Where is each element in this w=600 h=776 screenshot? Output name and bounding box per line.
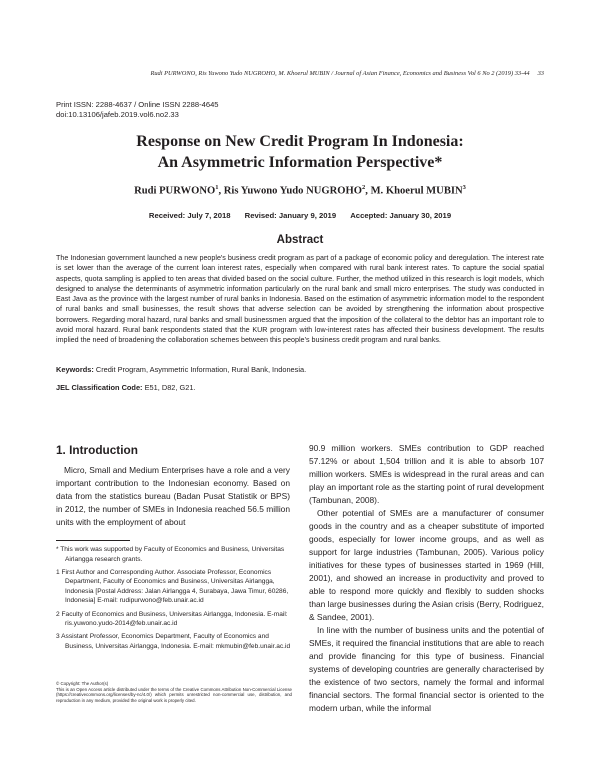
intro-paragraph-2: Other potential of SMEs are a manufacturer of consumer goods in the country and as a cheaper substitute of imported goods, especially for lower income groups, and as well as support for large industries (Tambunan, 2005). Various policy initiatives for these types of businesses started in 1969 (Hill, 2001), and showed an increase in productivity and proved to able to respond more quickly and flexibly to sudden shocks than large businesses during the Asian crisis (Berry, Rodriguez, & Sandee, 2001). bbox=[309, 508, 544, 622]
author-affiliation-1: 1 bbox=[215, 184, 219, 191]
author-name-3: M. Khoerul MUBIN bbox=[370, 185, 463, 197]
date-revised: Revised: January 9, 2019 bbox=[244, 211, 337, 220]
issn-block bbox=[56, 100, 219, 120]
keywords-value: Credit Program, Asymmetric Information, Rural Bank, Indonesia. bbox=[95, 365, 307, 374]
date-received: Received: July 7, 2018 bbox=[148, 211, 231, 220]
paper-title-line-1: Response on New Credit Program In Indonesia: bbox=[136, 133, 464, 150]
footnote-author-2: 2 Faculty of Economics and Business, Universitas Airlangga, Indonesia. E-mail: ris.yuwono.yudo-2014@feb.unair.ac.id bbox=[56, 610, 288, 628]
doi-line[interactable]: doi:10.13106/jafeb.2019.vol6.no2.33 bbox=[56, 110, 179, 119]
date-accepted: Accepted: January 30, 2019 bbox=[350, 211, 452, 220]
keywords-label: Keywords: bbox=[56, 365, 94, 374]
author-affiliation-3: 3 bbox=[462, 184, 466, 191]
footnote-funding: * This work was supported by Faculty of Economics and Business, Universitas Airlangga research grants. bbox=[56, 546, 285, 563]
license-text: This is an Open Access article distributed under the terms of the Creative Commons Attribution Non-Commercial License (https://creativecommons.org/licenses/by-nc/4.0/) which permits unrestricted non-commercial use, distribution, and reproduction in any medium, provided the original work is properly cited. bbox=[56, 686, 292, 703]
running-header-citation: Rudi PURWONO, Ris Yuwono Yudo NUGROHO, M. Khoerul MUBIN / Journal of Asian Finance, Economics and Business Vol 6 No 2 (2019) 33-44 bbox=[150, 70, 530, 77]
copyright-notice bbox=[56, 681, 292, 703]
paper-title bbox=[40, 131, 560, 173]
intro-paragraph-continued: 90.9 million workers. SMEs contribution to GDP reached 57.12% or about 1,504 trillion and it is able to absorb 107 million workers. SMEs is widespread in the rural areas and can play an important role as the starting point of rural development (Tambunan, 2008). bbox=[309, 443, 544, 505]
running-header bbox=[40, 70, 544, 77]
submission-dates bbox=[40, 211, 560, 220]
jel-label: JEL Classification Code: bbox=[56, 383, 143, 392]
jel-classification bbox=[56, 383, 544, 393]
intro-left-column bbox=[56, 464, 290, 529]
footnotes bbox=[56, 545, 292, 655]
author-separator: , bbox=[365, 185, 371, 197]
issn-line: Print ISSN: 2288-4637 / Online ISSN 2288-4645 bbox=[56, 100, 219, 109]
keywords bbox=[56, 365, 544, 375]
author-list bbox=[40, 184, 560, 197]
intro-paragraph-3: In line with the number of business units and the potential of SMEs, it required the financial institutions that are able to reach and provide financing for this type of business. Financial systems of developing countries are generally characterised by the existence of two sectors, namely the formal and informal financial sectors. The formal financial sector is oriented to the modern urban, while the informal bbox=[309, 625, 544, 713]
author-affiliation-2: 2 bbox=[362, 184, 366, 191]
page-number: 33 bbox=[537, 70, 544, 77]
intro-right-column bbox=[309, 442, 544, 715]
author-name-2: Ris Yuwono Yudo NUGROHO bbox=[223, 185, 363, 197]
abstract-heading: Abstract bbox=[276, 234, 324, 246]
footnote-divider bbox=[56, 540, 130, 541]
jel-value: E51, D82, G21. bbox=[144, 383, 196, 392]
copyright-line: © Copyright: The Author(s) bbox=[56, 681, 109, 686]
section-heading-introduction: 1. Introduction bbox=[56, 443, 138, 457]
author-name-1: Rudi PURWONO bbox=[134, 185, 216, 197]
footnote-author-3: 3 Assistant Professor, Economics Department, Faculty of Economics and Business, Universitas Airlangga, Indonesia. E-mail: mkmubin@feb.unair.ac.id bbox=[56, 633, 291, 650]
intro-paragraph-1: Micro, Small and Medium Enterprises have a role and a very important contribution to the Indonesian economy. Based on data from the statistics bureau (Badan Pusat Statistik or BPS) in 2012, the number of SMEs in Indonesia reached 56.5 million units with the employment of about bbox=[56, 465, 290, 527]
footnote-author-1: 1 First Author and Corresponding Author. Associate Professor, Economics Department, Faculty of Economics and Business, Universitas Airlangga, Indonesia [Postal Address: Jalan Airlangga 4, Surabaya, Jawa Timur, 60286, Indonesia] E-mail: rudipurwono@feb.unair.ac.id bbox=[56, 568, 289, 605]
author-separator: , bbox=[218, 185, 224, 197]
abstract-text: The Indonesian government launched a new people's business credit program as part of a package of economic policy and deregulation. The interest rate is set lower than the average of the current loan interest rates, especially when compared with rural bank interest rates. To capture the social spatial aspects, quota sampling is applied to ten areas that divided based on the social culture. Further, the method utilized in this research is logit models, which designed to analyse the determinants of asymmetric information particularly on the rural bank and small micro enterprises. The study was conducted in East Java as the province with the largest number of rural banks in Indonesia. Based on the estimation of asymmetric information model to the respondent of rural banks and small businesses, the result shows that adverse selection can be avoided by strengthening the information about prospective borrowers. Regarding moral hazard, rural banks and small businessmen argued that the imposition of the collateral to the debtor has an important role to avoid moral hazard. Rural bank respondents stated that the KUR program with low-interest rates has affected their business development. The results implied the need of broadening the collaboration schemes between this people’s business credit program and rural banks. bbox=[56, 254, 544, 345]
paper-title-line-2: An Asymmetric Information Perspective* bbox=[157, 154, 443, 171]
